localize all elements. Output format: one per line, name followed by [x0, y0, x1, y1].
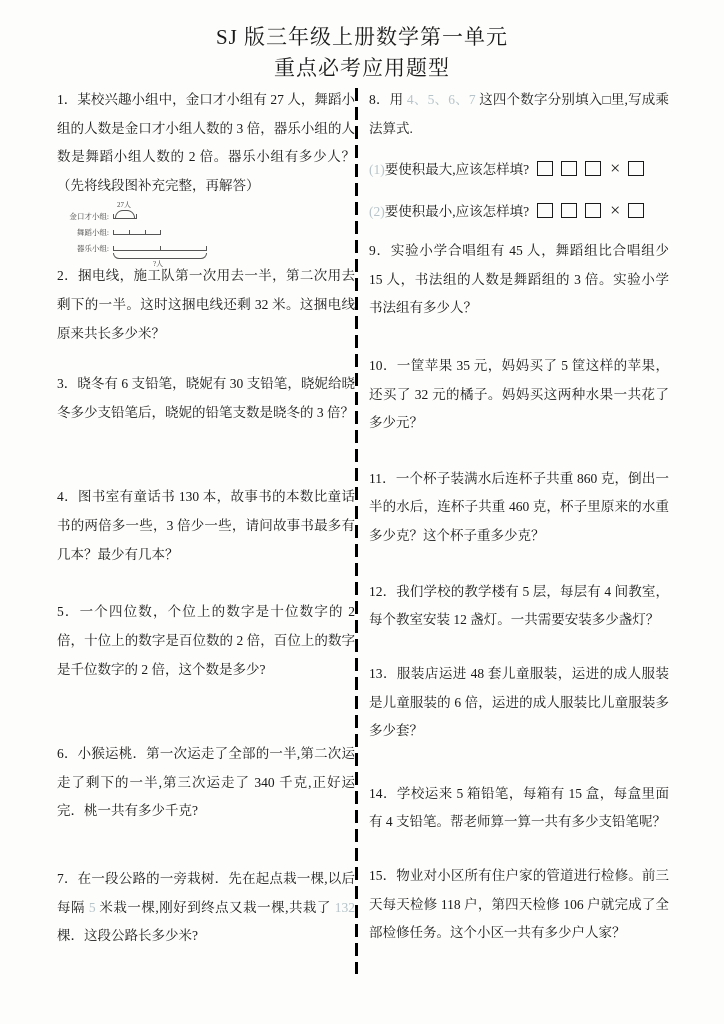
q8-faded-digits: 4、5、6、7 — [406, 92, 476, 107]
q8-text-b: 这四个数字分别填入□里,写成乘法算式. — [369, 92, 670, 136]
segment-line-speech — [113, 218, 137, 219]
page-title: SJ 版三年级上册数学第一单元 — [215, 25, 509, 49]
question-10: 10．一筐苹果 35 元，妈妈买了 5 筐这样的苹果，还买了 32 元的橘子。妈妈买这两种水果一共花了多少元？ — [369, 358, 669, 431]
q8-sub1-row — [369, 155, 669, 181]
q8-sub2-boxes — [529, 201, 644, 219]
q8-sub2-label — [369, 200, 529, 220]
line-segment-diagram — [65, 201, 355, 269]
answer-box — [585, 203, 601, 218]
q8-sub2-row — [369, 197, 669, 223]
q8-sub1-text: 要使积最大,应该怎样填? — [384, 162, 530, 178]
question-15: 15．物业对小区所有住户家的管道进行检修。前三天每天检修 118 户，第四天检修 106 户就完成了全部检修任务。这个小区一共有多少户人家？ — [369, 867, 669, 941]
segment-line-music — [113, 250, 207, 251]
q7-text-b: 米栽一棵,刚好到终点又栽一棵,共栽了 — [95, 899, 335, 915]
q7-text-c: 棵．这段公路长多少米? — [57, 928, 198, 944]
multiply-sign: × — [610, 200, 621, 221]
right-column — [369, 86, 669, 948]
question-1: 1．某校兴趣小组中，金口才小组有 27 人，舞蹈小组的人数是金口才小组人数的 3 倍，器乐小组的人数是舞蹈小组人数的 2 倍。器乐小组有多少人？（先将线段图补充完整，再解答） — [57, 92, 355, 193]
diagram-label-music-group: 器乐小组: — [76, 244, 109, 254]
q7-faded-number-5: 5 — [88, 899, 96, 915]
q8-sub2-text: 要使积最小,应该怎样填? — [384, 204, 530, 220]
q8-sub2-number: (2) — [369, 204, 385, 220]
diagram-question-mark-label: ?人 — [153, 260, 164, 269]
diagram-label-speech-group: 金口才小组: — [69, 212, 109, 222]
answer-box — [561, 203, 577, 218]
answer-box — [628, 203, 644, 218]
q8-sub1-boxes — [529, 159, 644, 177]
diagram-label-dance-group: 舞蹈小组: — [76, 228, 109, 238]
q8-text-a: 8．用 — [369, 92, 407, 107]
question-5: 5．一个四位数，个位上的数字是十位数字的 2 倍，十位上的数字是百位数的 2 倍，百位上的数字是千位数字的 2 倍，这个数是多少? — [57, 604, 355, 677]
top-brace-icon — [115, 210, 135, 218]
question-6: 6．小猴运桃．第一次运走了全部的一半,第二次运走了剩下的一半,第三次运走了 340 千克,正好运完．桃一共有多少千克? — [57, 746, 355, 819]
column-divider — [355, 88, 358, 974]
question-11: 11．一个杯子装满水后连杯子共重 860 克，倒出一半的水后，连杯子共重 460 克，杯子里原来的水重多少克？这个杯子重多少克？ — [369, 470, 669, 544]
q7-text-a: 7．在一段公路的一旁栽树．先在起点栽一棵,以后每隔 — [57, 870, 355, 915]
diagram-value-27: 27人 — [117, 201, 131, 210]
multiply-sign: × — [610, 158, 621, 179]
question-3: 3．晓冬有 6 支铅笔，晓妮有 30 支铅笔，晓妮给晓冬多少支铅笔后，晓妮的铅笔支数是晓冬的 3 倍？ — [57, 376, 355, 420]
answer-box — [537, 161, 553, 176]
answer-box — [585, 161, 601, 176]
segment-line-dance — [113, 234, 161, 235]
answer-box — [537, 203, 553, 218]
q8-sub1-number: (1) — [369, 162, 385, 178]
q7-faded-number-132: 132 — [334, 899, 356, 915]
question-9: 9．实验小学合唱组有 45 人，舞蹈组比合唱组少 15 人，书法组的人数是舞蹈组的 3 倍。实验小学书法组有多少人？ — [369, 243, 669, 316]
q8-sub1-label — [369, 158, 529, 178]
left-column — [57, 86, 355, 951]
answer-box — [561, 161, 577, 176]
question-13: 13．服装店运进 48 套儿童服装，运进的成人服装是儿童服装的 6 倍，运进的成人服装比儿童服装多多少套？ — [369, 665, 669, 739]
question-8 — [369, 86, 669, 143]
page-subtitle: 重点必考应用题型 — [274, 56, 450, 81]
question-14: 14．学校运来 5 箱铅笔，每箱有 15 盒，每盒里面有 4 支铅笔。帮老师算一算一共有多少支铅笔呢？ — [369, 785, 669, 830]
question-7 — [57, 865, 355, 951]
question-12: 12．我们学校的教学楼有 5 层，每层有 4 间教室，每个教室安装 12 盏灯。一共需要安装多少盏灯？ — [369, 583, 669, 628]
answer-box — [628, 161, 644, 176]
question-4: 4．图书室有童话书 130 本，故事书的本数比童话书的两倍多一些，3 倍少一些，请问故事书最多有几本？最少有几本？ — [57, 489, 355, 562]
title-block — [0, 22, 724, 84]
question-2: 2．捆电线，施工队第一次用去一半，第二次用去剩下的一半。这时这捆电线还剩 32 米。这捆电线原来共长多少米？ — [57, 268, 355, 341]
